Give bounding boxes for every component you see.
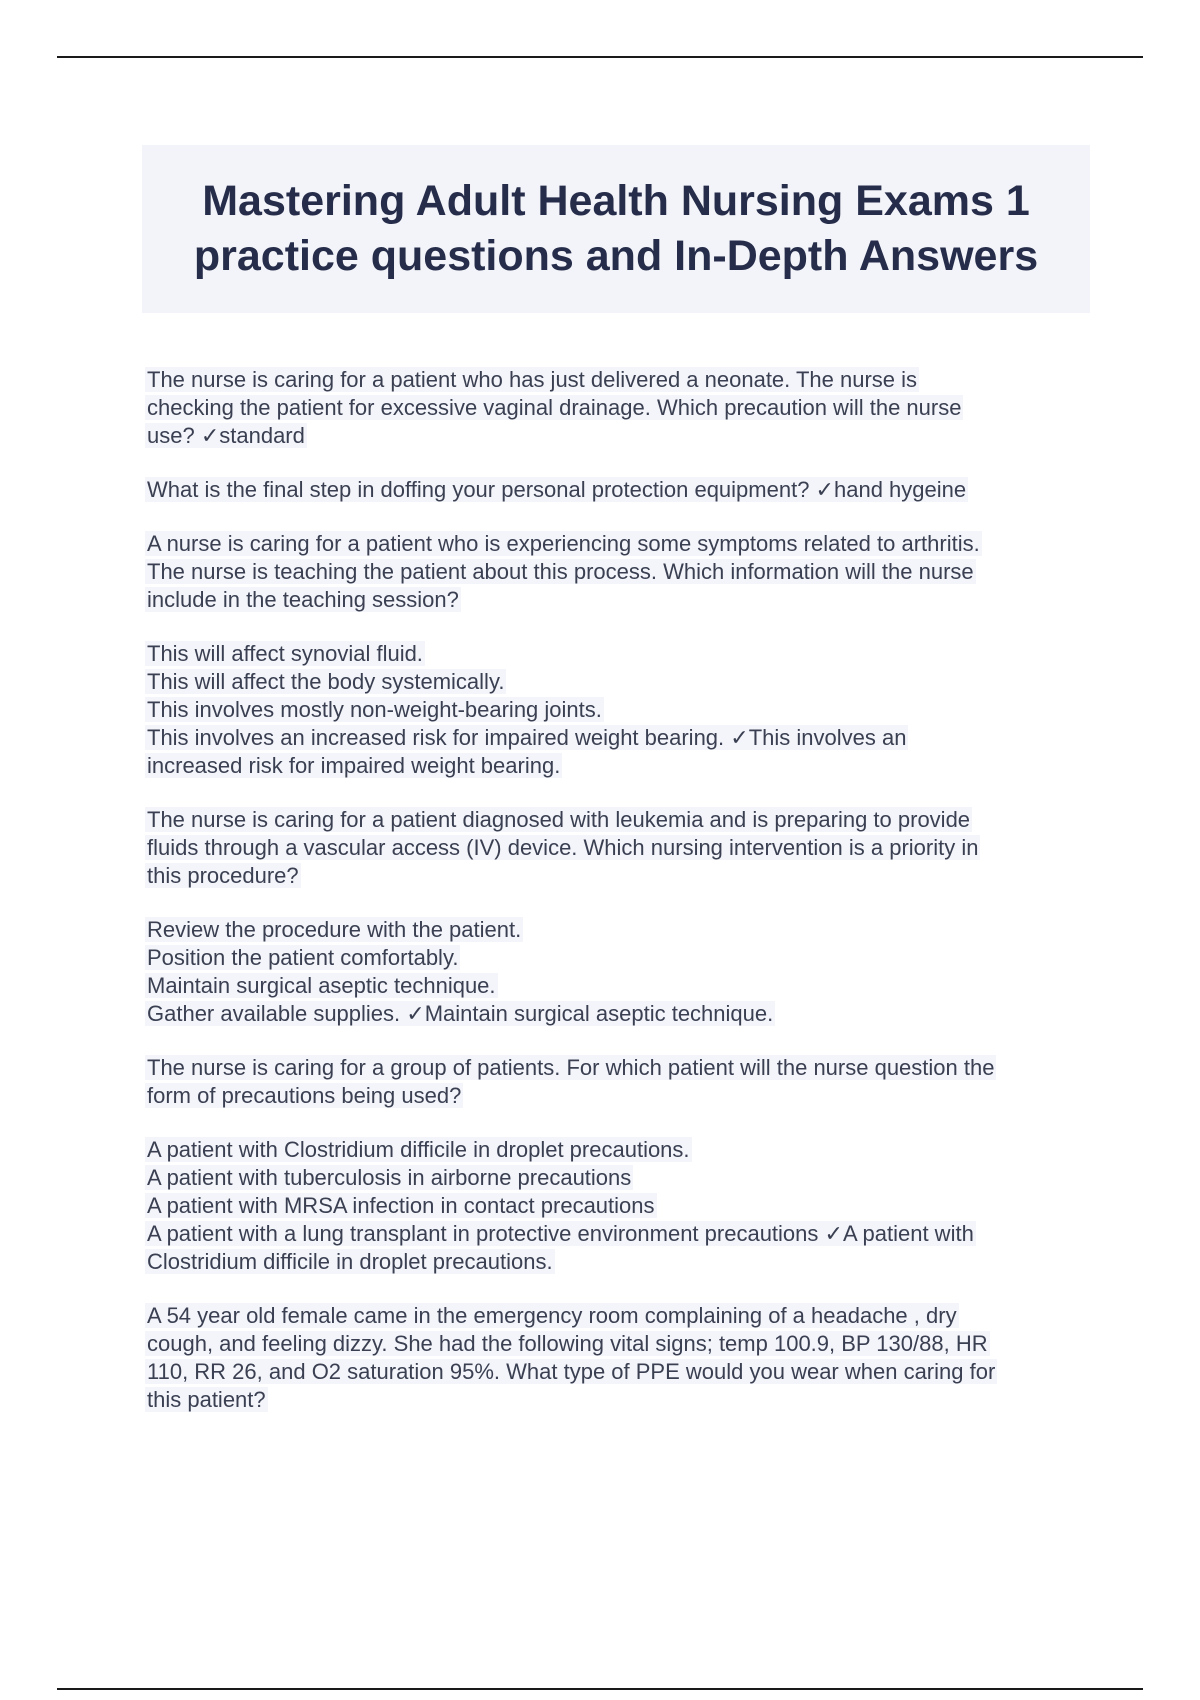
text-line: The nurse is caring for a patient who has just delivered a neonate. The nurse is: [147, 367, 918, 392]
text-line: 110, RR 26, and O2 saturation 95%. What type of PPE would you wear when caring for: [147, 1359, 996, 1384]
text-line: this patient?: [147, 1387, 266, 1412]
option-line: This involves mostly non-weight-bearing joints.: [147, 697, 602, 722]
document-body: [145, 366, 1080, 1440]
text-line: fluids through a vascular access (IV) device. Which nursing intervention is a priority in: [147, 835, 979, 860]
option-line: A patient with MRSA infection in contact precautions: [147, 1193, 655, 1218]
text-line: What is the final step in doffing your personal protection equipment? ✓hand hygeine: [147, 477, 967, 502]
text-line: The nurse is caring for a group of patients. For which patient will the nurse question the: [147, 1055, 995, 1080]
option-line: Clostridium difficile in droplet precautions.: [147, 1249, 553, 1274]
title-box: [142, 145, 1090, 313]
text-line: checking the patient for excessive vaginal drainage. Which precaution will the nurse: [147, 395, 962, 420]
question-1: [145, 366, 1080, 450]
text-line: A nurse is caring for a patient who is experiencing some symptoms related to arthritis.: [147, 531, 980, 556]
options-3: [145, 640, 1080, 780]
options-5: [145, 1136, 1080, 1276]
options-4: [145, 916, 1080, 1028]
header-rule: [57, 56, 1143, 58]
text-line: The nurse is teaching the patient about this process. Which information will the nurse: [147, 559, 974, 584]
option-line: This will affect synovial fluid.: [147, 641, 423, 666]
question-6: [145, 1302, 1080, 1414]
text-line: form of precautions being used?: [147, 1083, 462, 1108]
option-line: This involves an increased risk for impaired weight bearing. ✓This involves an: [147, 725, 907, 750]
option-line: This will affect the body systemically.: [147, 669, 505, 694]
text-line: A 54 year old female came in the emergency room complaining of a headache , dry: [147, 1303, 957, 1328]
option-line: A patient with Clostridium difficile in droplet precautions.: [147, 1137, 690, 1162]
option-line: Position the patient comfortably.: [147, 945, 459, 970]
option-line: increased risk for impaired weight bearing.: [147, 753, 561, 778]
text-line: The nurse is caring for a patient diagnosed with leukemia and is preparing to provide: [147, 807, 971, 832]
question-3: [145, 530, 1080, 614]
question-5: [145, 1054, 1080, 1110]
option-line: Gather available supplies. ✓Maintain surgical aseptic technique.: [147, 1001, 774, 1026]
option-line: Maintain surgical aseptic technique.: [147, 973, 496, 998]
text-line: this procedure?: [147, 863, 299, 888]
document-title: Mastering Adult Health Nursing Exams 1 practice questions and In-Depth Answers: [193, 177, 1039, 280]
option-line: A patient with a lung transplant in protective environment precautions ✓A patient with: [147, 1221, 974, 1246]
footer-rule: [57, 1688, 1143, 1690]
question-2: [145, 476, 1080, 504]
text-line: use? ✓standard: [147, 423, 305, 448]
text-line: include in the teaching session?: [147, 587, 459, 612]
option-line: Review the procedure with the patient.: [147, 917, 522, 942]
option-line: A patient with tuberculosis in airborne precautions: [147, 1165, 632, 1190]
text-line: cough, and feeling dizzy. She had the following vital signs; temp 100.9, BP 130/88, HR: [147, 1331, 988, 1356]
question-4: [145, 806, 1080, 890]
